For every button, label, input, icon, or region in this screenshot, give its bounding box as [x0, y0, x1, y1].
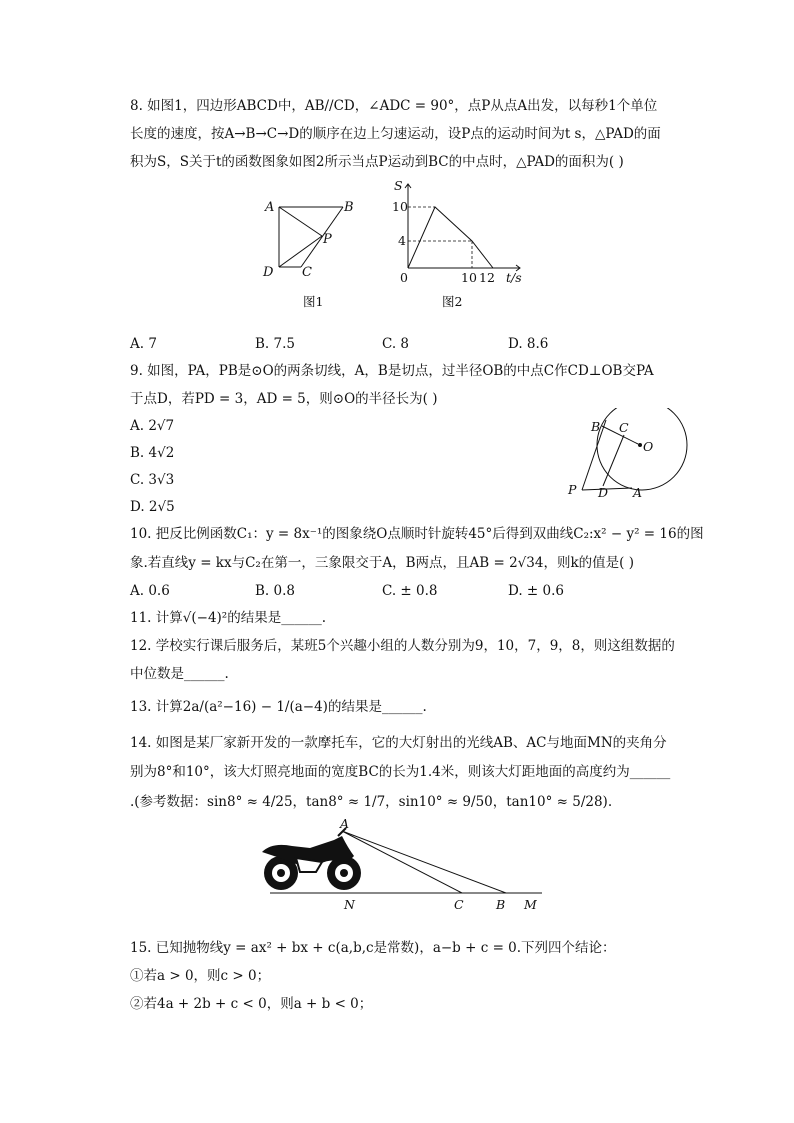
q14-label-c: C — [454, 897, 464, 912]
q15-item-2: ②若4a + 2b + c < 0，则a + b < 0； — [130, 996, 373, 1012]
fig2-tick-4-y: 4 — [398, 233, 406, 248]
fig2-tick-10-y: 10 — [392, 199, 408, 214]
q15-item-1: ①若a > 0，则c > 0； — [130, 968, 271, 984]
q13-line: 13. 计算2a/(a²−16) − 1/(a−4)的结果是______. — [130, 699, 427, 715]
q10-option-a[interactable]: A. 0.6 — [130, 583, 170, 599]
fig2-tick-origin: 0 — [400, 270, 408, 285]
q9-label-b: B — [591, 419, 601, 434]
q8-line-3: 积为S，S关于t的函数图象如图2所示当点P运动到BC的中点时，△PAD的面积为( ) — [130, 154, 624, 170]
q9-label-d: D — [598, 485, 609, 500]
q9-option-a[interactable]: A. 2√7 — [130, 418, 175, 434]
q8-fig1-caption: 图1 — [303, 294, 324, 309]
q9-option-c[interactable]: C. 3√3 — [130, 472, 175, 488]
q10-option-b[interactable]: B. 0.8 — [255, 583, 295, 599]
q9-option-b[interactable]: B. 4√2 — [130, 445, 175, 461]
q9-line-2: 于点D，若PD = 3，AD = 5，则⊙O的半径长为( ) — [130, 391, 438, 407]
q14-line-2: 别为8°和10°，该大灯照亮地面的宽度BC的长为1.4米，则该大灯距地面的高度约为______ — [130, 764, 671, 780]
q8-option-b[interactable]: B. 7.5 — [255, 336, 295, 352]
q11-line: 11. 计算√(−4)²的结果是______. — [130, 610, 327, 626]
q10-option-c[interactable]: C. ± 0.8 — [382, 583, 438, 599]
q14-line-1: 14. 如图是某厂家新开发的一款摩托车，它的大灯射出的光线AB、AC与地面MN的夹角分 — [130, 735, 667, 751]
q8-option-c[interactable]: C. 8 — [382, 336, 410, 352]
fig2-tick-10-x: 10 — [461, 270, 477, 285]
q8-line-2: 长度的速度，按A→B→C→D的顺序在边上匀速运动，设P点的运动时间为t s，△PAD的面 — [130, 126, 661, 142]
q9-label-c: C — [619, 420, 629, 435]
fig1-label-c: C — [302, 265, 312, 280]
q12-line-1: 12. 学校实行课后服务后，某班5个兴趣小组的人数分别为9，10，7，9，8，则这组数据的 — [130, 638, 675, 654]
motorcycle-icon — [262, 828, 361, 890]
fig2-tick-12-x: 12 — [479, 270, 495, 285]
q14-label-b: B — [496, 897, 506, 912]
q8-option-a[interactable]: A. 7 — [130, 336, 157, 352]
q14-label-n: N — [344, 897, 355, 912]
q9-figure — [560, 408, 695, 508]
q12-line-2: 中位数是______. — [130, 666, 229, 682]
fig1-label-b: B — [344, 200, 354, 215]
q14-motorcycle-figure — [250, 818, 550, 913]
fig1-label-a: A — [265, 200, 275, 215]
q10-line-1: 10. 把反比例函数C₁：y = 8x⁻¹的图象绕O点顺时针旋转45°后得到双曲线C₂:x² − y² = 16的图 — [130, 526, 704, 542]
q8-figure-2 — [388, 176, 538, 288]
fig2-axis-x-label: t/s — [506, 270, 522, 285]
q14-label-m: M — [524, 897, 537, 912]
q14-label-a: A — [340, 818, 350, 831]
fig1-label-d: D — [263, 265, 274, 280]
q8-option-d[interactable]: D. 8.6 — [508, 336, 549, 352]
q10-line-2: 象.若直线y = kx与C₂在第一，三象限交于A，B两点，且AB = 2√34，则k的值是( ) — [130, 555, 634, 571]
q8-fig2-caption: 图2 — [442, 294, 463, 309]
q8-line-1: 8. 如图1，四边形ABCD中，AB//CD，∠ADC = 90°，点P从点A出发，以每秒1个单位 — [130, 98, 658, 114]
q8-figure-1 — [255, 192, 355, 282]
q10-option-d[interactable]: D. ± 0.6 — [508, 583, 564, 599]
q9-label-a: A — [633, 485, 643, 500]
q9-option-d[interactable]: D. 2√5 — [130, 499, 175, 515]
q9-label-p: P — [568, 482, 577, 497]
q15-line-1: 15. 已知抛物线y = ax² + bx + c(a,b,c是常数)，a−b + c = 0.下列四个结论： — [130, 940, 616, 956]
fig1-label-p: P — [323, 232, 332, 247]
q9-label-o: O — [643, 439, 654, 454]
q9-center-dot — [638, 443, 642, 447]
q9-line-1: 9. 如图，PA，PB是⊙O的两条切线，A，B是切点，过半径OB的中点C作CD⊥OB交PA — [130, 363, 654, 379]
q14-line-3: .(参考数据：sin8° ≈ 4/25，tan8° ≈ 1/7，sin10° ≈ 9/50，tan10° ≈ 5/28). — [130, 794, 613, 810]
fig2-axis-y-label: S — [394, 178, 403, 193]
